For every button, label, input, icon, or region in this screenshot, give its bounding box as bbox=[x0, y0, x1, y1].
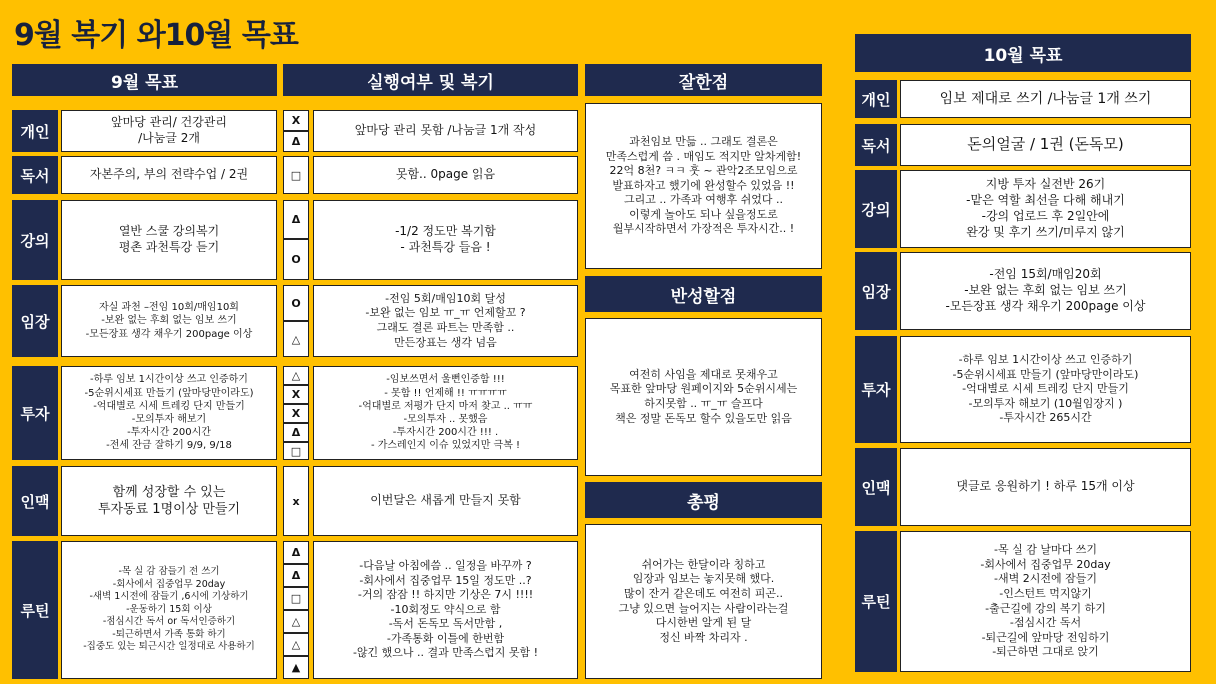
mark-network: x bbox=[283, 466, 309, 536]
review-invest-line: -모의투자 .. 못했음 bbox=[403, 414, 488, 425]
good-line: 그리고 .. 가족과 여행후 쉬었다 .. bbox=[624, 193, 783, 207]
review-routine-line: -가족통화 이틀에 한번함 bbox=[386, 631, 505, 645]
oct-goal-routine bbox=[900, 531, 1191, 672]
header-summary: 총평 bbox=[585, 482, 822, 518]
sep-goal-field bbox=[61, 285, 277, 357]
page-title: 9월 복기 와10월 목표 bbox=[14, 18, 298, 53]
mark-invest: X bbox=[283, 404, 309, 423]
review-network-line: 이번달은 새롭게 만들지 못함 bbox=[370, 493, 521, 508]
oct-goal-routine-line: -회사에서 집중업무 20day bbox=[980, 557, 1111, 571]
oct-goal-invest-line: -억대별로 시세 트레킹 단지 만들기 bbox=[962, 382, 1129, 396]
oct-goal-routine-line: -퇴근하면 그대로 앉기 bbox=[992, 645, 1099, 659]
oct-goal-network-line: 댓글로 응원하기 ! 하루 15개 이상 bbox=[956, 479, 1135, 494]
category-routine: 루틴 bbox=[12, 541, 58, 679]
header-oct-goal: 10월 목표 bbox=[855, 34, 1191, 72]
header-reflect: 반성할점 bbox=[585, 276, 822, 312]
mark-field: △ bbox=[283, 321, 309, 357]
summary-line: 많이 잔거 같은데도 여전히 피곤.. bbox=[623, 586, 784, 600]
summary-line: 정신 바짝 차리자 . bbox=[659, 630, 748, 644]
oct-goal-invest-line: -5순위시세표 만들기 (앞마당만이라도) bbox=[952, 367, 1139, 381]
oct-goal-field-line: -전임 15회/매임20회 bbox=[989, 267, 1102, 282]
good-line: 이렇게 놀아도 되나 싶을정도로 bbox=[629, 207, 778, 221]
mark-personal: X bbox=[283, 110, 309, 131]
review-invest-line: -임보쓰면서 울뻔인증함 !!! bbox=[386, 374, 505, 386]
mark-personal: Δ bbox=[283, 131, 309, 152]
oct-goal-lecture-line: -강의 업로드 후 2일안에 bbox=[981, 209, 1110, 223]
oct-category-network: 인맥 bbox=[855, 448, 897, 526]
good-line: 월부시작하면서 가장적은 투자시간.. ! bbox=[612, 222, 795, 236]
oct-goal-invest-line: -하루 임보 1시간이상 쓰고 인증하기 bbox=[958, 353, 1133, 367]
category-invest: 투자 bbox=[12, 366, 58, 460]
oct-category-reading: 독서 bbox=[855, 124, 897, 166]
review-lecture-line: - 과천특강 들음 ! bbox=[400, 240, 491, 254]
reflect-points-box bbox=[585, 318, 822, 476]
oct-goal-routine-line: -퇴근길에 앞마당 전임하기 bbox=[981, 630, 1110, 644]
oct-goal-reading bbox=[900, 124, 1191, 166]
oct-goal-field bbox=[900, 252, 1191, 330]
sep-goal-invest-line: -전세 잔금 잘하기 9/9, 9/18 bbox=[106, 440, 232, 452]
category-lecture: 강의 bbox=[12, 200, 58, 280]
sep-goal-field-line: 자실 과천 –전임 10회/매임10회 bbox=[99, 302, 239, 314]
oct-goal-invest bbox=[900, 336, 1191, 443]
summary-line: 쉬어가는 한달이라 칭하고 bbox=[641, 557, 766, 571]
good-line: 22억 8천? ㅋㅋ 훗 ~ 관악2조모임으로 bbox=[609, 164, 798, 178]
oct-goal-routine-line: -점심시간 독서 bbox=[1009, 616, 1082, 630]
oct-goal-lecture-line: -맡은 역할 최선을 다해 해내기 bbox=[966, 193, 1125, 208]
good-line: 과천임보 만듦 .. 그래도 결론은 bbox=[629, 135, 778, 149]
sep-goal-invest-line: -하루 임보 1시간이상 쓰고 인증하기 bbox=[90, 374, 248, 386]
sep-goal-network-line: 함께 성장할 수 있는 bbox=[112, 484, 226, 500]
category-field: 임장 bbox=[12, 285, 58, 357]
reflect-line: 책은 정말 돈독모 할수 있을도만 읽음 bbox=[615, 411, 792, 425]
review-routine-line: -독서 돈독모 독서만함 , bbox=[388, 617, 503, 631]
review-invest-line: -억대별로 저평가 단지 마저 찾고 .. ㅠㅠ bbox=[358, 400, 533, 412]
summary-box bbox=[585, 524, 822, 679]
review-network bbox=[313, 466, 578, 536]
oct-category-routine: 루틴 bbox=[855, 531, 897, 672]
summary-line: 그냥 있으면 늘어지는 사람이라는걸 bbox=[618, 601, 789, 615]
sep-goal-lecture-line: 평촌 과천특강 듣기 bbox=[118, 240, 220, 254]
reflect-line: 목표한 앞마당 원페이지와 5순위시세는 bbox=[609, 382, 798, 396]
sep-goal-routine-line: -회사에서 집중업무 20day bbox=[112, 578, 226, 590]
review-personal bbox=[313, 110, 578, 152]
mark-routine: △ bbox=[283, 610, 309, 633]
review-invest-line: -투자시간 200시간 !!! . bbox=[392, 427, 499, 439]
review-routine-line: -다음날 아침에씀 .. 일정을 바꾸까 ? bbox=[359, 559, 532, 573]
review-routine-line: -회사에서 집중업무 15일 정도만 ..? bbox=[359, 573, 532, 587]
sep-goal-reading bbox=[61, 156, 277, 194]
oct-goal-personal-line: 임보 제대로 쓰기 /나눔글 1개 쓰기 bbox=[939, 90, 1152, 107]
oct-goal-network bbox=[900, 448, 1191, 526]
oct-goal-field-line: -보완 없는 후회 없는 임보 쓰기 bbox=[964, 283, 1127, 298]
review-routine bbox=[313, 541, 578, 679]
mark-routine: Δ bbox=[283, 564, 309, 587]
review-routine-line: -10회정도 약식으로 함 bbox=[390, 602, 501, 616]
review-invest bbox=[313, 366, 578, 460]
sep-goal-invest-line: -투자시간 200시간 bbox=[127, 427, 211, 439]
sep-goal-invest bbox=[61, 366, 277, 460]
sep-goal-routine-line: -새벽 1시전에 잠들기 ,6시에 기상하기 bbox=[89, 591, 249, 603]
sep-goal-reading-line: 자본주의, 부의 전략수업 / 2권 bbox=[89, 167, 249, 182]
sep-goal-lecture-line: 열반 스쿨 강의복기 bbox=[118, 224, 220, 239]
review-routine-line: -거의 잠잠 !! 하지만 기상은 7시 !!!! bbox=[357, 588, 534, 602]
review-field-line: 만든장표는 생각 넘음 bbox=[394, 335, 497, 349]
mark-invest: Δ bbox=[283, 423, 309, 442]
summary-line: 다시한번 알게 된 달 bbox=[655, 616, 752, 630]
review-field-line: 그래도 결론 파트는 만족함 .. bbox=[376, 321, 515, 334]
sep-goal-routine-line: -목 실 감 잠들기 전 쓰기 bbox=[118, 566, 220, 578]
header-sep-goal: 9월 목표 bbox=[12, 64, 277, 96]
sep-goal-lecture bbox=[61, 200, 277, 280]
mark-lecture: O bbox=[283, 239, 309, 280]
review-invest-line: - 못함 !! 언제해 !! ㅠㅠㅠㅠ bbox=[384, 387, 507, 399]
sep-goal-routine bbox=[61, 541, 277, 679]
mark-invest: △ bbox=[283, 366, 309, 385]
oct-goal-routine-line: -새벽 2시전에 잠들기 bbox=[994, 572, 1097, 586]
review-reading bbox=[313, 156, 578, 194]
sep-goal-personal-line: 앞마당 관리/ 건강관리 bbox=[110, 115, 227, 130]
oct-goal-invest-line: -투자시간 265시간 bbox=[999, 411, 1092, 425]
review-invest-line: - 가스레인지 이슈 있었지만 극복 ! bbox=[370, 440, 521, 452]
mark-field: O bbox=[283, 285, 309, 321]
sep-goal-routine-line: -점심시간 독서 or 독서인증하기 bbox=[102, 616, 236, 628]
category-personal: 개인 bbox=[12, 110, 58, 152]
summary-line: 임장과 임보는 놓지못해 했다. bbox=[632, 572, 775, 586]
review-lecture-line: -1/2 정도만 복기함 bbox=[395, 224, 496, 239]
oct-category-lecture: 강의 bbox=[855, 170, 897, 248]
mark-reading: □ bbox=[283, 156, 309, 194]
oct-goal-routine-line: -출근길에 강의 복기 하기 bbox=[985, 601, 1106, 615]
category-reading: 독서 bbox=[12, 156, 58, 194]
mark-invest: □ bbox=[283, 442, 309, 460]
category-network: 인맥 bbox=[12, 466, 58, 536]
sep-goal-routine-line: -운동하기 15회 이상 bbox=[126, 603, 212, 615]
mark-routine: △ bbox=[283, 633, 309, 656]
sep-goal-field-line: -보완 없는 후회 없는 임보 쓰기 bbox=[101, 315, 237, 327]
review-routine-line: -않긴 했으나 .. 결과 만족스럽지 못함 ! bbox=[352, 646, 539, 660]
sep-goal-personal bbox=[61, 110, 277, 152]
reflect-line: 하지못함 .. ㅠ_ㅠ 슬프다 bbox=[644, 397, 763, 410]
sep-goal-invest-line: -모의투자 해보기 bbox=[131, 414, 207, 425]
oct-goal-invest-line: -모의투자 해보기 (10월임장지 ) bbox=[968, 396, 1123, 410]
sep-goal-invest-line: -억대별로 시세 트레킹 단지 만들기 bbox=[93, 400, 245, 412]
oct-goal-routine-line: -인스턴트 먹지않기 bbox=[999, 586, 1092, 600]
oct-goal-lecture-line: 지방 투자 실전반 26기 bbox=[985, 177, 1106, 192]
mark-routine: ▲ bbox=[283, 656, 309, 679]
header-review: 실행여부 및 복기 bbox=[283, 64, 578, 96]
mark-routine: □ bbox=[283, 587, 309, 610]
mark-routine: Δ bbox=[283, 541, 309, 564]
good-line: 만족스럽게 씀 . 매임도 적지만 알차게함! bbox=[605, 149, 802, 163]
sep-goal-invest-line: -5순위시세표 만들기 (앞마당만이라도) bbox=[84, 387, 254, 399]
sep-goal-personal-line: /나눔글 2개 bbox=[138, 131, 200, 145]
oct-goal-field-line: -모든장표 생각 채우기 200page 이상 bbox=[945, 298, 1146, 313]
header-good: 잘한점 bbox=[585, 64, 822, 96]
sep-goal-network-line: 투자동료 1명이상 만들기 bbox=[97, 502, 241, 517]
review-reading-line: 못함.. 0page 읽음 bbox=[395, 167, 496, 182]
sep-goal-routine-line: -퇴근하면서 가족 통화 하기 bbox=[112, 628, 226, 640]
good-line: 발표하자고 했기에 완성할수 있었음 !! bbox=[612, 178, 795, 192]
sep-goal-routine-line: -집중도 있는 퇴근시간 일정대로 사용하기 bbox=[83, 641, 255, 653]
oct-category-field: 임장 bbox=[855, 252, 897, 330]
mark-lecture: Δ bbox=[283, 200, 309, 239]
review-field-line: -보완 없는 임보 ㅠ_ㅠ 언제할꼬 ? bbox=[365, 306, 526, 320]
good-points-box bbox=[585, 103, 822, 269]
mark-invest: X bbox=[283, 385, 309, 404]
review-personal-line: 앞마당 관리 못함 /나눔글 1개 작성 bbox=[354, 123, 537, 138]
review-lecture bbox=[313, 200, 578, 280]
oct-goal-lecture-line: 완강 및 후기 쓰기/미루지 않기 bbox=[966, 224, 1125, 239]
oct-category-personal: 개인 bbox=[855, 80, 897, 118]
oct-goal-personal bbox=[900, 80, 1191, 118]
reflect-line: 여전히 사임을 제대로 못채우고 bbox=[629, 367, 778, 381]
sep-goal-field-line: -모든장표 생각 채우기 200page 이상 bbox=[85, 328, 253, 340]
oct-goal-reading-line: 돈의얼굴 / 1권 (돈독모) bbox=[967, 135, 1124, 154]
sep-goal-network bbox=[61, 466, 277, 536]
review-field bbox=[313, 285, 578, 357]
review-field-line: -전임 5회/매임10회 달성 bbox=[385, 291, 506, 305]
oct-goal-routine-line: -목 실 감 날마다 쓰기 bbox=[994, 543, 1097, 557]
oct-category-invest: 투자 bbox=[855, 336, 897, 443]
oct-goal-lecture bbox=[900, 170, 1191, 248]
